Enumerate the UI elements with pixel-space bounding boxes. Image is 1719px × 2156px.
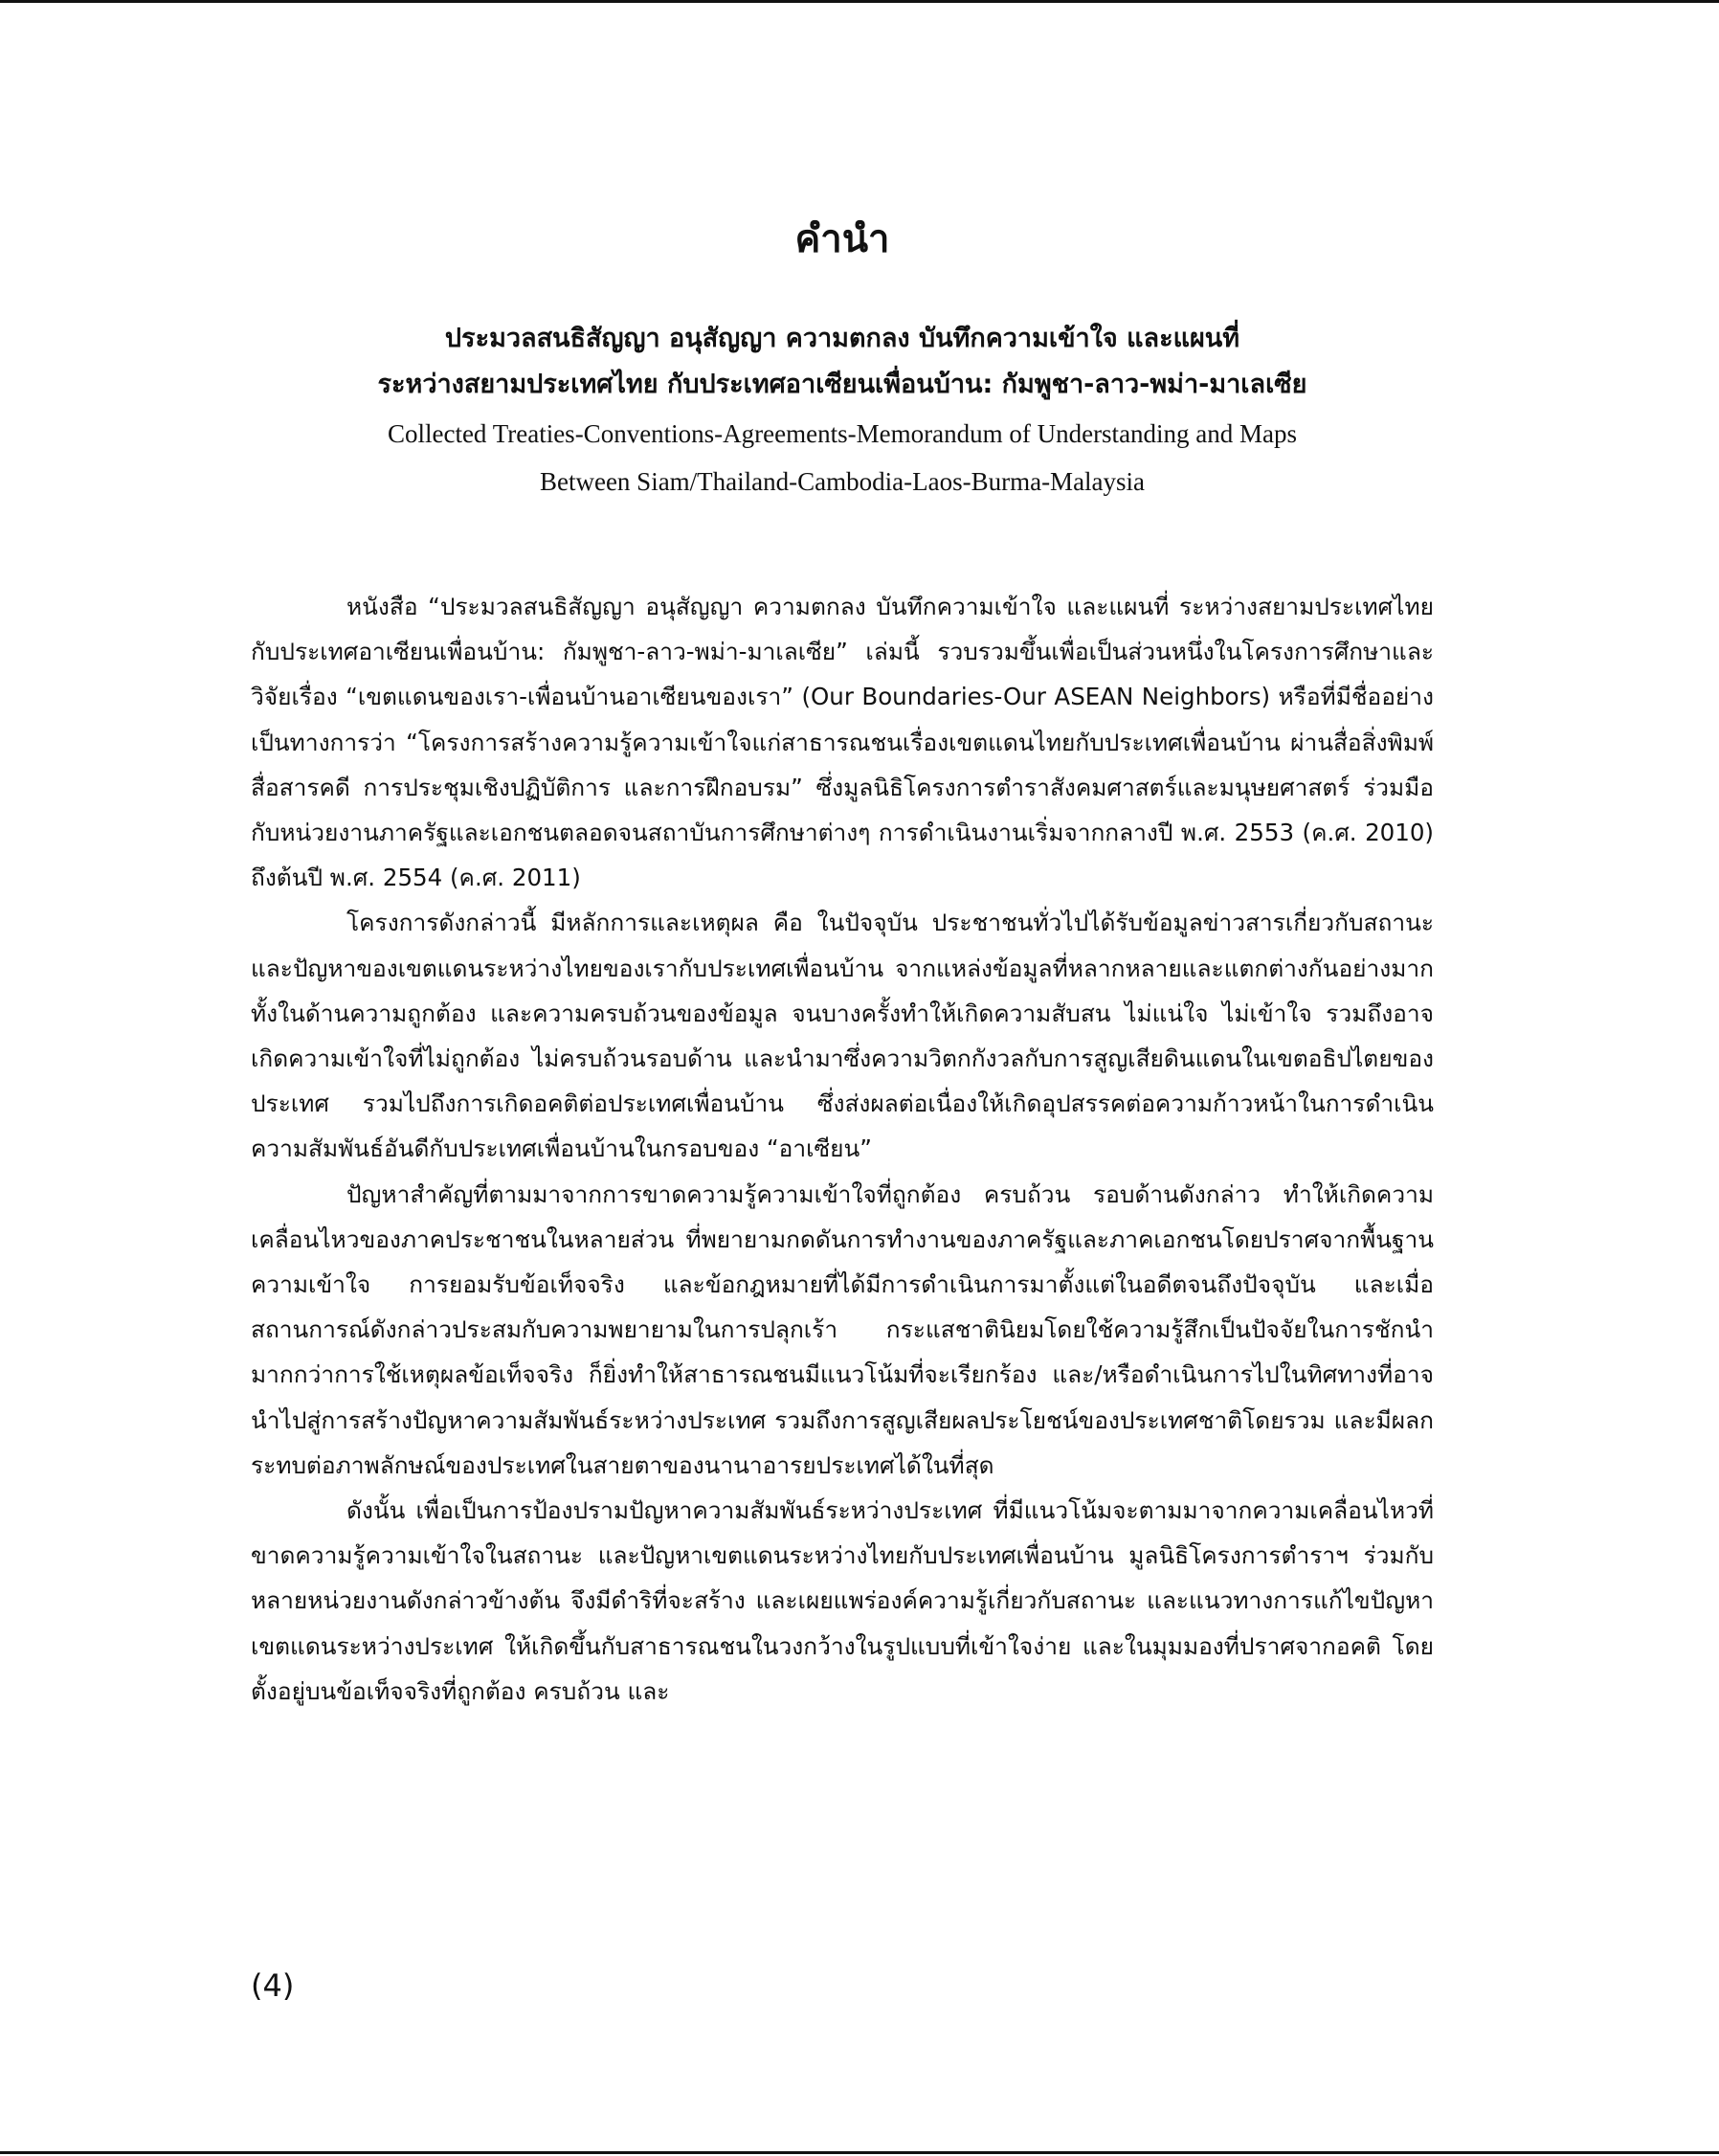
subtitle-english-line-2: Between Siam/Thailand-Cambodia-Laos-Burma-Malaysia [539,467,1146,496]
page-title: คำนำ [794,217,890,261]
paragraph-3: ปัญหาสำคัญที่ตามมาจากการขาดความรู้ความเข้าใจที่ถูกต้อง ครบถ้วน รอบด้านดังกล่าว ทำให้เกิดความเคลื่อนไหวของภาคประชาชนในหลายส่วน ที่พยายามกดดันการทำงานของภาครัฐและภาคเอกชนโดยปราศจากพื้นฐานความเข้าใจ การยอมรับข้อเท็จจริง และข้อกฎหมายที่ได้มีการดำเนินการมาตั้งแต่ในอดีตจนถึงปัจจุบัน และเมื่อสถานการณ์ดังกล่าวประสมกับความพยายามในการปลุกเร้า กระแสชาตินิยมโดยใช้ความรู้สึกเป็นปัจจัยในการชักนำ มากกว่าการใช้เหตุผลข้อเท็จจริง ก็ยิ่งทำให้สาธารณชนมีแนวโน้มที่จะเรียกร้อง และ/หรือดำเนินการไปในทิศทางที่อาจนำไปสู่การสร้างปัญหาความสัมพันธ์ระหว่างประเทศ รวมถึงการสูญเสียผลประโยชน์ของประเทศชาติโดยรวม และมีผลกระทบต่อภาพลักษณ์ของประเทศในสายตาของนานาอารยประเทศได้ในที่สุด [251,1179,1434,1479]
subtitle-thai-line-1: ประมวลสนธิสัญญา อนุสัญญา ความตกลง บันทึกความเข้าใจ และแผนที่ [444,324,1240,353]
subtitle-block [251,316,1434,505]
paragraph-1: หนังสือ “ประมวลสนธิสัญญา อนุสัญญา ความตกลง บันทึกความเข้าใจ และแผนที่ ระหว่างสยามประเทศไทยกับประเทศอาเซียนเพื่อนบ้าน: กัมพูชา-ลาว-พม่า-มาเลเซีย” เล่มนี้ รวบรวมขึ้นเพื่อเป็นส่วนหนึ่งในโครงการศึกษาและวิจัยเรื่อง “เขตแดนของเรา-เพื่อนบ้านอาเซียนของเรา” (Our Boundaries-Our ASEAN Neighbors) หรือที่มีชื่ออย่างเป็นทางการว่า “โครงการสร้างความรู้ความเข้าใจแก่สาธารณชนเรื่องเขตแดนไทยกับประเทศเพื่อนบ้าน ผ่านสื่อสิ่งพิมพ์ สื่อสารคดี การประชุมเชิงปฏิบัติการ และการฝึกอบรม” ซึ่งมูลนิธิโครงการตำราสังคมศาสตร์และมนุษยศาสตร์ ร่วมมือกับหน่วยงานภาครัฐและเอกชนตลอดจนสถาบันการศึกษาต่างๆ การดำเนินงานเริ่มจากกลางปี พ.ศ. 2553 (ค.ศ. 2010) ถึงต้นปี พ.ศ. 2554 (ค.ศ. 2011) [251,593,1434,892]
page-number: (4) [251,1967,295,2004]
subtitle-thai-line-2: ระหว่างสยามประเทศไทย กับประเทศอาเซียนเพื่อนบ้าน: กัมพูชา-ลาว-พม่า-มาเลเซีย [377,370,1307,399]
paragraph-2: โครงการดังกล่าวนี้ มีหลักการและเหตุผล คือ ในปัจจุบัน ประชาชนทั่วไปได้รับข้อมูลข่าวสารเกี่ยวกับสถานะ และปัญหาของเขตแดนระหว่างไทยของเรากับประเทศเพื่อนบ้าน จากแหล่งข้อมูลที่หลากหลายและแตกต่างกันอย่างมาก ทั้งในด้านความถูกต้อง และความครบถ้วนของข้อมูล จนบางครั้งทำให้เกิดความสับสน ไม่แน่ใจ ไม่เข้าใจ รวมถึงอาจเกิดความเข้าใจที่ไม่ถูกต้อง ไม่ครบถ้วนรอบด้าน และนำมาซึ่งความวิตกกังวลกับการสูญเสียดินแดนในเขตอธิปไตยของประเทศ รวมไปถึงการเกิดอคติต่อประเทศเพื่อนบ้าน ซึ่งส่งผลต่อเนื่องให้เกิดอุปสรรคต่อความก้าวหน้าในการดำเนินความสัมพันธ์อันดีกับประเทศเพื่อนบ้านในกรอบของ “อาเซียน” [251,909,1434,1163]
subtitle-english-line-1: Collected Treaties-Conventions-Agreements-Memorandum of Understanding and Maps [387,419,1298,448]
document-page [251,0,1434,2156]
paragraph-4: ดังนั้น เพื่อเป็นการป้องปรามปัญหาความสัมพันธ์ระหว่างประเทศ ที่มีแนวโน้มจะตามมาจากความเคลื่อนไหวที่ขาดความรู้ความเข้าใจในสถานะ และปัญหาเขตแดนระหว่างไทยกับประเทศเพื่อนบ้าน มูลนิธิโครงการตำราฯ ร่วมกับหลายหน่วยงานดังกล่าวข้างต้น จึงมีดำริที่จะสร้าง และเผยแพร่องค์ความรู้เกี่ยวกับสถานะ และแนวทางการแก้ไขปัญหาเขตแดนระหว่างประเทศ ให้เกิดขึ้นกับสาธารณชนในวงกว้างในรูปแบบที่เข้าใจง่าย และในมุมมองที่ปราศจากอคติ โดยตั้งอยู่บนข้อเท็จจริงที่ถูกต้อง ครบถ้วน และ [251,1496,1434,1705]
crop-line-bottom [0,2151,1719,2154]
body-text [251,584,1434,1714]
